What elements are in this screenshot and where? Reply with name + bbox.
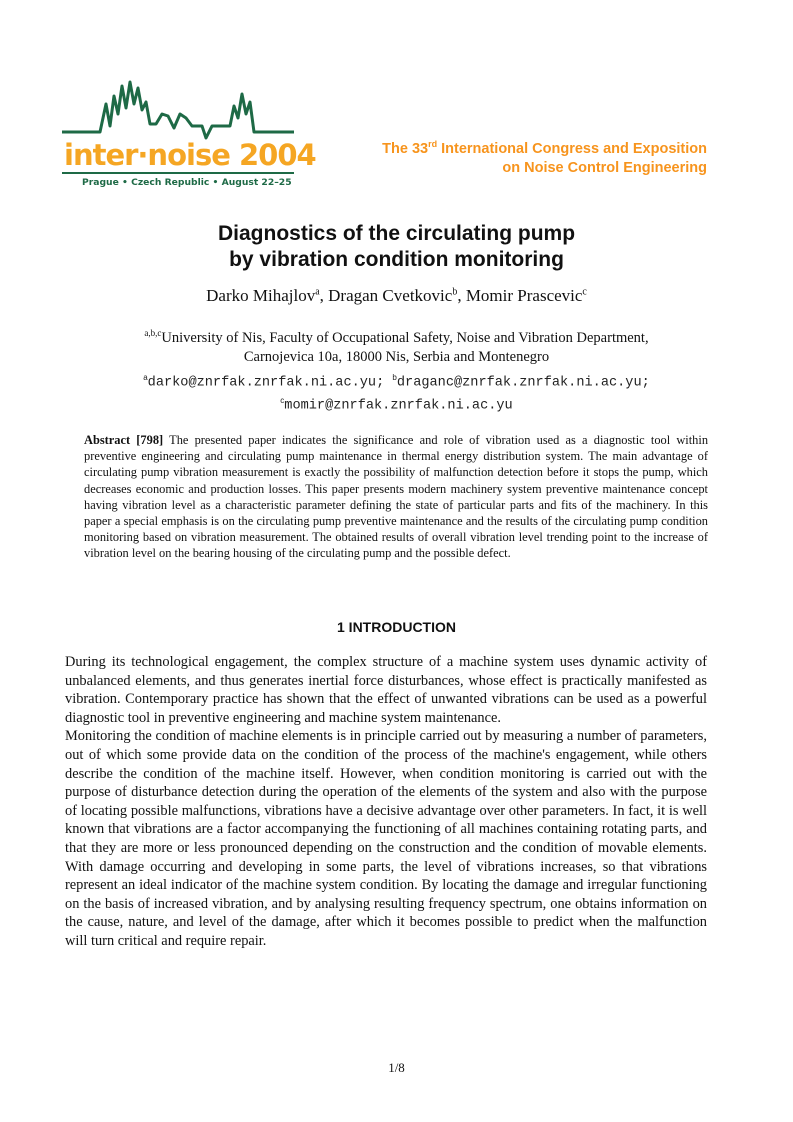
author-name: Darko Mihajlov [206, 286, 316, 305]
email-link[interactable]: darko@znrfak.znrfak.ni.ac.yu; [147, 375, 385, 391]
affiliation: $^{a,b,c}$University of Nis, Faculty of Occupational Safety, Noise and Vibration Department, Carnojevica 10a, 18000 Nis, Serbia and Montenegro [144, 328, 649, 365]
logo-subtitle: Prague • Czech Republic • August 22–25 [82, 177, 292, 188]
page-number: 1/8 [388, 1060, 405, 1075]
author-mark: a [315, 286, 320, 298]
logo-divider [62, 172, 294, 176]
body-text [65, 653, 707, 951]
section-heading: 1 INTRODUCTION [337, 619, 456, 635]
title-line-1: Diagnostics of the circulating pump [217, 222, 576, 245]
paper-title [0, 221, 793, 273]
logo-wordmark: inter·noise 2004 [64, 138, 316, 172]
congress-line-1: The 33rd International Congress and Exposition [382, 139, 707, 157]
author-emails: $^a$darko@znrfak.znrfak.ni.ac.yu; $^b$draganc@znrfak.znrfak.ni.ac.yu; $^c$momir@znrfak.znrfak.ni.ac.yu [143, 373, 650, 414]
paragraph: During its technological engagement, the complex structure of a machine system uses dynamic activity of unbalanced elements, and thus generates inertial force disturbances, whose effect is practically manifested as vibration. Contemporary practice has shown that the effect of unwanted vibrations can be used as a powerful diagnostic tool in preventive engineering and machine system maintenance. [65, 654, 707, 726]
paragraph: Monitoring the condition of machine elements is in principle carried out by measuring a number of parameters, out of which some provide data on the condition of the process of the machine's engagement, while others describe the condition of the machine itself. However, when condition monitoring is carried out with the purpose of disturbance detection during the operation of the elements of the system and also with the purpose of locating possible malfunctions, vibrations have a decisive advantage over other parameters. In fact, it is well known that vibrations are a factor accompanying the functioning of all machines containing rotating parts, and that they are more or less pronounced depending on the construction and the condition of movable elements. With damage occurring and developing in some parts, the level of vibrations increases, so that vibrations represent an ideal indicator of the machine system condition. By locating the damage and irregular functioning on the basis of increased vibration, and by analysing resulting frequency spectrum, one obtains information on the cause, nature, and level of the damage, after which it becomes possible to predict when the malfunction will turn critical and require repair. [65, 728, 707, 949]
abstract [84, 432, 708, 562]
title-line-2: by vibration condition monitoring [229, 248, 564, 271]
congress-banner [382, 140, 707, 178]
abstract-label: Abstract [798] [84, 433, 164, 447]
author-mark: b [452, 286, 458, 298]
author-name: Momir Prascevic [465, 286, 583, 305]
email-link[interactable]: draganc@znrfak.znrfak.ni.ac.yu; [396, 375, 650, 391]
author-list: Darko Mihajlov$^a$, Dragan Cvetkovic$^b$, Momir Prascevic$^c$ [206, 286, 587, 305]
author-mark: c [582, 286, 587, 298]
email-link[interactable]: momir@znrfak.znrfak.ni.ac.yu [284, 398, 513, 414]
congress-line-2: on Noise Control Engineering [502, 160, 707, 176]
conference-logo [62, 74, 316, 192]
prague-skyline-icon [62, 74, 294, 140]
abstract-text: The presented paper indicates the significance and role of vibration used as a diagnostic tool within preventive engineering and circulating pump maintenance in thermal energy distribution system. The main advantage of circulating pump vibration measurement is exactly the possibility of malfunction detection before it stops the pump, which decreases economic and production losses. This paper presents modern machinery system preventive maintenance concept having vibration level as a characteristic parameter defining the state of particular parts and fits of the machinery. In this paper a special emphasis is on the circulating pump preventive maintenance and the results of the circulating pump condition monitoring based on vibration measurement. The obtained results of overall vibration level trending point to the increase of vibration level on the bearing housing of the circulating pump and the possible defect. [84, 433, 709, 561]
affiliation-mark: a,b,c [144, 328, 162, 338]
author-name: Dragan Cvetkovic [328, 286, 453, 305]
